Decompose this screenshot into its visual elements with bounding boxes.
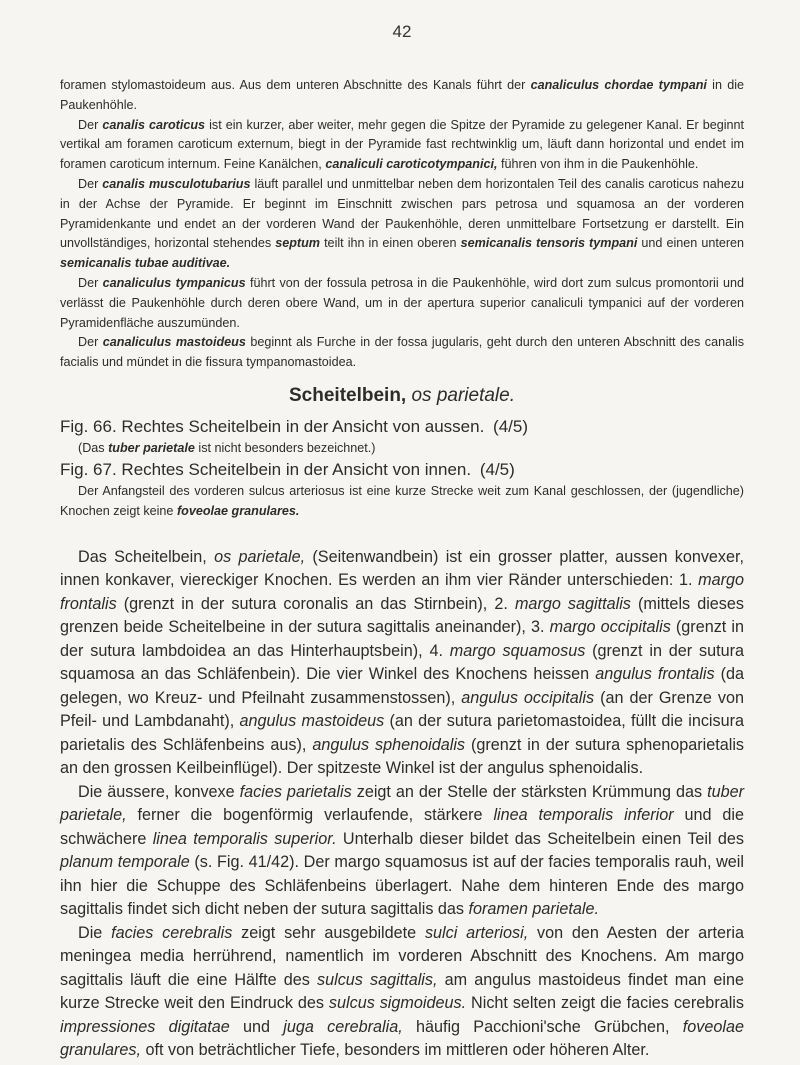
term: tuber parietale,: [60, 782, 744, 825]
text: Fig. 66. Rechtes Scheitelbein in der Ansicht von aussen.: [60, 416, 485, 436]
term: canalis caroticus: [102, 117, 206, 132]
term: sulcus sagittalis,: [317, 970, 438, 989]
text: Das Scheitelbein,: [78, 547, 207, 566]
text: (an der sutura parietomastoidea, füllt die incisura parietalis des Schläfenbeins aus),: [60, 712, 745, 754]
term: os parietale,: [214, 547, 306, 566]
term: semicanalis tensoris tympani: [460, 236, 638, 251]
text: häufig Pacchioni'sche Grübchen,: [415, 1017, 670, 1036]
term: juga cerebralia,: [283, 1017, 403, 1036]
term: linea temporalis inferior: [493, 806, 674, 825]
body-paragraph-2: [60, 781, 744, 922]
text: Die: [78, 923, 103, 942]
heading-latin: os parietale.: [411, 384, 515, 406]
term: canaliculus tympanicus: [102, 275, 246, 290]
page: [60, 22, 744, 1063]
term: margo frontalis: [60, 571, 744, 613]
term: linea temporalis superior.: [152, 829, 337, 848]
term: angulus frontalis: [595, 665, 715, 684]
text: Unterhalb dieser bildet das Scheitelbein einen Teil des: [342, 829, 745, 848]
term: canalis musculotubarius: [102, 176, 251, 191]
scale: (4/5): [479, 459, 515, 479]
text: läuft parallel und unmittelbar neben dem horizontalen Teil des canalis caroticus nahezu in der Achse der Pyramide. Er beginnt im Einschnitt zwischen pars petrosa und squamosa an der vorderen Pyramidenkante und endet an der vorderen Wand der Paukenhöhle, deren unmittelbare Fortsetzung er darstellt. Ein unvollständiges, horizontal stehendes: [60, 176, 745, 251]
term: margo squamosus: [449, 641, 586, 660]
text: am angulus mastoideus findet man eine kurze Strecke weit den Eindruck des: [60, 970, 744, 1013]
text: und einen unteren: [641, 236, 745, 251]
text: Der: [78, 335, 99, 350]
term: sulcus sigmoideus.: [328, 994, 467, 1013]
text: (Seitenwandbein) ist ein grosser platter, aussen konvexer, innen konkaver, viereckiger Knochen. Es werden an ihm vier Ränder unterschieden: 1.: [60, 547, 745, 590]
text: Nicht selten zeigt die facies cerebralis: [471, 994, 744, 1013]
term: impressiones digitatae: [60, 1017, 230, 1036]
text: Der: [78, 176, 99, 191]
figure-67-caption: [60, 482, 744, 522]
text: Der: [78, 117, 99, 132]
text: (an der Grenze von Pfeil- und Lambdanaht),: [60, 688, 745, 731]
text: und: [243, 1017, 271, 1036]
body-paragraph-1: [60, 546, 744, 781]
text: (Das: [78, 440, 105, 455]
text: (grenzt in der sutura coronalis an das Stirnbein), 2.: [123, 594, 508, 613]
text: zeigt an der Stelle der stärksten Krümmung das: [356, 782, 703, 801]
term: angulus occipitalis: [461, 688, 595, 707]
page-number: 42: [392, 22, 412, 41]
text: ist nicht besonders bezeichnet.): [198, 440, 376, 455]
term: margo sagittalis: [514, 594, 631, 613]
text: (s. Fig. 41/42). Der margo squamosus ist auf der facies temporalis rauh, weil ihn hier die Schuppe des Schläfenbeins überlagert. Nahe dem hinteren Ende des margo sagittalis findet sich dicht neben der sutura sagittalis das: [60, 853, 745, 919]
figure-66-caption: [78, 439, 744, 458]
text: beginnt als Furche in der fossa jugularis, geht durch den unteren Abschnitt des canalis facialis und mündet in die fissura tympanomastoidea.: [60, 335, 744, 370]
text: (grenzt in der sutura lambdoidea an das Hinterhauptsbein), 4.: [60, 618, 744, 660]
text: (grenzt in der sutura sphenoparietalis an den grossen Keilbeinflügel). Der spitzeste Winkel ist der angulus sphenoidalis.: [60, 735, 745, 778]
paragraph-5: [60, 333, 744, 373]
term: semicanalis tubae auditivae.: [60, 256, 231, 271]
text: zeigt sehr ausgebildete: [241, 923, 417, 942]
term: tuber parietale: [108, 440, 195, 455]
term: canaliculi caroticotympanici,: [325, 157, 498, 172]
text: ferner die bogenförmig verlaufende, stärkere: [137, 806, 483, 825]
figure-66-title: [60, 415, 744, 439]
figure-67-title: [60, 458, 744, 482]
term: angulus sphenoidalis: [312, 735, 466, 754]
paragraph-4: [60, 274, 744, 333]
text: Der Anfangsteil des vorderen sulcus arteriosus ist eine kurze Strecke weit zum Kanal geschlossen, der (jugendliche) Knochen zeigt keine: [60, 483, 744, 518]
term: septum: [275, 236, 320, 251]
term: foveolae granulares,: [60, 1017, 744, 1060]
paragraph-2: [60, 116, 744, 175]
text: von den Aesten der arteria meningea media herrührend, namentlich im vorderen Abschnitt des Knochens. Am margo sagittalis läuft die eine Hälfte des: [60, 923, 744, 989]
text: (grenzt in der sutura squamosa an das Schläfenbein). Die vier Winkel des Knochens heissen: [60, 641, 745, 684]
paragraph-3: [60, 175, 744, 274]
term: planum temporale: [60, 853, 190, 872]
term: facies parietalis: [239, 782, 352, 801]
text: Der: [78, 275, 99, 290]
text: Die äussere, konvexe: [78, 782, 235, 801]
text: (mittels dieses grenzen beide Scheitelbeine in der sutura sagittalis aneinander), 3.: [60, 594, 744, 637]
body-paragraph-3: [60, 922, 744, 1063]
text: teilt ihn in einen oberen: [324, 236, 457, 251]
text: foramen stylomastoideum aus. Aus dem unteren Abschnitte des Kanals führt der: [60, 78, 526, 92]
section-heading: [60, 385, 744, 407]
spacer: [60, 522, 744, 546]
text: Fig. 67. Rechtes Scheitelbein in der Ansicht von innen.: [60, 459, 472, 479]
text: und die schwächere: [60, 806, 745, 848]
text: ist ein kurzer, aber weiter, mehr gegen die Spitze der Pyramide zu gelegener Kanal. Er beginnt vertikal am foramen caroticum externum, biegt in der Pyramide fast rechtwinklig um, läuft dann horizontal und endet im foramen caroticum internum. Feine Kanälchen,: [60, 117, 745, 172]
term: canaliculus chordae tympani: [530, 78, 707, 92]
term: angulus mastoideus: [239, 712, 385, 731]
paragraph-1: [60, 76, 744, 116]
term: sulci arteriosi,: [424, 923, 529, 942]
term: canaliculus mastoideus: [102, 335, 246, 350]
text: führen von ihm in die Paukenhöhle.: [501, 157, 699, 172]
text: (da gelegen, wo Kreuz- und Pfeilnaht zusammenstossen),: [60, 665, 744, 707]
heading-text: Scheitelbein,: [289, 384, 407, 406]
term: foveolae granulares.: [176, 503, 300, 518]
scale: (4/5): [493, 416, 529, 436]
text: in die Paukenhöhle.: [60, 78, 745, 112]
text: oft von beträchtlicher Tiefe, besonders im mittleren oder höheren Alter.: [145, 1041, 650, 1060]
term: facies cerebralis: [111, 923, 233, 942]
term: margo occipitalis: [549, 618, 671, 637]
term: foramen parietale.: [468, 900, 600, 919]
text: führt von der fossula petrosa in die Paukenhöhle, wird dort zum sulcus promontorii und verlässt die Paukenhöhle durch deren obere Wand, um in der apertura superior canaliculi tympanici auf der vorderen Pyramidenfläche auszumünden.: [60, 275, 745, 330]
